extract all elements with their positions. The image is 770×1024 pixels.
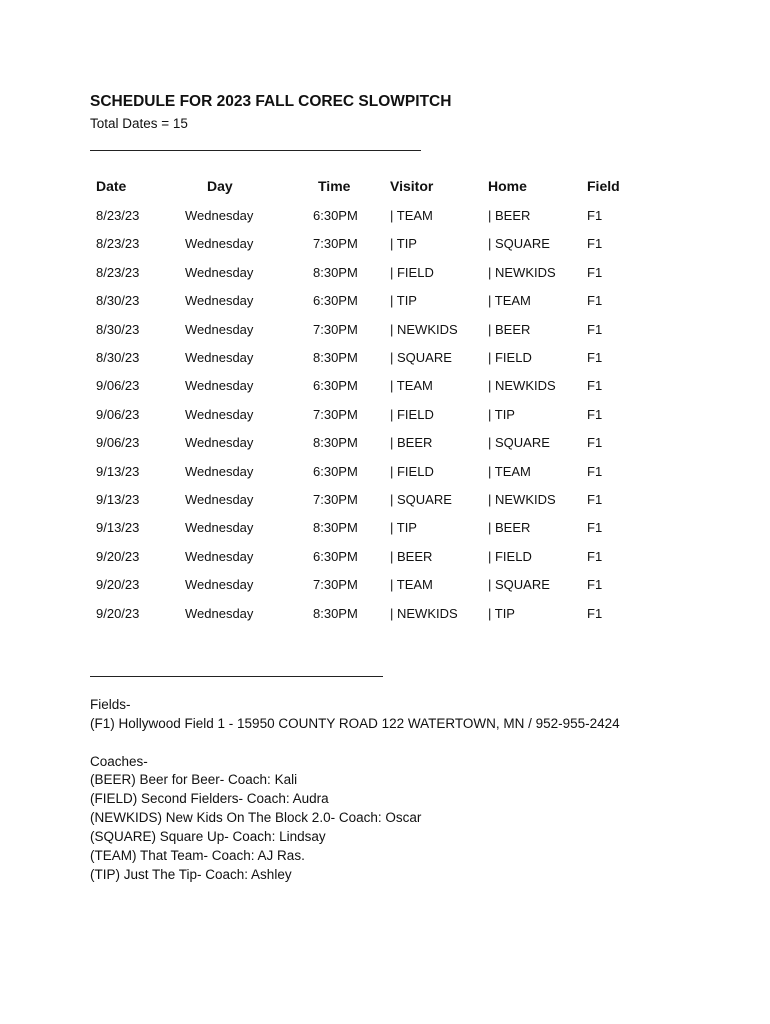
cell-day: Wednesday bbox=[185, 463, 254, 479]
cell-day: Wednesday bbox=[185, 350, 254, 365]
header-field: Field bbox=[587, 178, 620, 194]
header-day: Day bbox=[207, 178, 233, 194]
coach-entry: (SQUARE) Square Up- Coach: Lindsay bbox=[90, 828, 326, 844]
coaches-heading: Coaches- bbox=[90, 754, 148, 769]
cell-date: 9/13/23 bbox=[96, 520, 140, 536]
cell-day: Wednesday bbox=[185, 406, 254, 422]
cell-home: | NEWKIDS bbox=[488, 264, 556, 280]
cell-field: F1 bbox=[587, 350, 603, 365]
cell-date: 8/30/23 bbox=[96, 350, 140, 365]
table-row bbox=[0, 520, 770, 540]
cell-field: F1 bbox=[587, 577, 603, 593]
table-row bbox=[0, 435, 770, 455]
cell-date: 9/06/23 bbox=[96, 406, 140, 422]
coach-entry: (FIELD) Second Fielders- Coach: Audra bbox=[90, 790, 329, 806]
cell-time: 6:30PM bbox=[313, 293, 358, 309]
cell-visitor: | TEAM bbox=[390, 577, 433, 593]
cell-time: 8:30PM bbox=[313, 520, 358, 536]
table-row bbox=[0, 322, 770, 342]
cell-home: | TEAM bbox=[488, 463, 531, 479]
cell-visitor: | TIP bbox=[390, 236, 417, 252]
coach-entry: (TEAM) That Team- Coach: AJ Ras. bbox=[90, 847, 305, 863]
cell-day: Wednesday bbox=[185, 264, 254, 280]
cell-day: Wednesday bbox=[185, 208, 254, 223]
cell-visitor: | FIELD bbox=[390, 406, 434, 422]
cell-date: 8/23/23 bbox=[96, 208, 140, 223]
header-time: Time bbox=[318, 178, 351, 194]
cell-date: 8/30/23 bbox=[96, 293, 140, 309]
table-row bbox=[0, 293, 770, 313]
document-title: SCHEDULE FOR 2023 FALL COREC SLOWPITCH bbox=[90, 93, 452, 110]
cell-time: 7:30PM bbox=[313, 577, 358, 593]
cell-field: F1 bbox=[587, 520, 603, 536]
table-row bbox=[0, 350, 770, 370]
cell-time: 6:30PM bbox=[313, 208, 358, 223]
cell-date: 9/20/23 bbox=[96, 548, 140, 564]
cell-time: 8:30PM bbox=[313, 435, 358, 451]
table-row bbox=[0, 577, 770, 597]
coach-entry: (TIP) Just The Tip- Coach: Ashley bbox=[90, 866, 292, 882]
cell-visitor: | TIP bbox=[390, 293, 417, 309]
cell-day: Wednesday bbox=[185, 321, 254, 337]
cell-time: 6:30PM bbox=[313, 378, 358, 394]
cell-home: | BEER bbox=[488, 520, 531, 536]
coach-entry: (BEER) Beer for Beer- Coach: Kali bbox=[90, 772, 298, 787]
cell-visitor: | SQUARE bbox=[390, 492, 452, 507]
cell-visitor: | TEAM bbox=[390, 378, 433, 394]
cell-day: Wednesday bbox=[185, 293, 254, 309]
cell-date: 9/13/23 bbox=[96, 463, 140, 479]
cell-visitor: | BEER bbox=[390, 548, 433, 564]
cell-home: | TEAM bbox=[488, 293, 531, 309]
cell-date: 9/06/23 bbox=[96, 378, 140, 394]
cell-visitor: | FIELD bbox=[390, 264, 434, 280]
cell-day: Wednesday bbox=[185, 378, 254, 394]
cell-date: 9/20/23 bbox=[96, 577, 140, 593]
cell-day: Wednesday bbox=[185, 435, 254, 451]
cell-home: | FIELD bbox=[488, 548, 532, 564]
cell-home: | SQUARE bbox=[488, 435, 550, 451]
table-row bbox=[0, 606, 770, 626]
cell-home: | NEWKIDS bbox=[488, 378, 556, 394]
cell-field: F1 bbox=[587, 321, 603, 337]
cell-date: 9/06/23 bbox=[96, 435, 140, 451]
table-row bbox=[0, 265, 770, 285]
cell-time: 7:30PM bbox=[313, 492, 358, 507]
cell-home: | FIELD bbox=[488, 350, 532, 365]
cell-date: 8/23/23 bbox=[96, 264, 140, 280]
cell-visitor: | NEWKIDS bbox=[390, 321, 458, 337]
header-visitor: Visitor bbox=[390, 178, 434, 194]
cell-field: F1 bbox=[587, 236, 603, 252]
header-home: Home bbox=[488, 178, 527, 194]
cell-home: | NEWKIDS bbox=[488, 492, 556, 507]
table-row bbox=[0, 407, 770, 427]
cell-home: | BEER bbox=[488, 321, 531, 337]
cell-field: F1 bbox=[587, 208, 603, 223]
cell-field: F1 bbox=[587, 605, 603, 621]
cell-day: Wednesday bbox=[185, 492, 254, 507]
cell-field: F1 bbox=[587, 293, 603, 309]
table-row bbox=[0, 208, 770, 228]
bottom-divider bbox=[90, 676, 383, 677]
table-row bbox=[0, 492, 770, 512]
header-date: Date bbox=[96, 178, 127, 194]
cell-date: 8/23/23 bbox=[96, 236, 140, 252]
cell-home: | TIP bbox=[488, 605, 515, 621]
coach-entry: (NEWKIDS) New Kids On The Block 2.0- Coach: Oscar bbox=[90, 809, 422, 825]
cell-date: 9/13/23 bbox=[96, 492, 140, 507]
cell-visitor: | TEAM bbox=[390, 208, 433, 223]
cell-visitor: | BEER bbox=[390, 435, 433, 451]
cell-day: Wednesday bbox=[185, 520, 254, 536]
cell-field: F1 bbox=[587, 406, 603, 422]
total-dates: Total Dates = 15 bbox=[90, 116, 188, 131]
cell-field: F1 bbox=[587, 463, 603, 479]
fields-heading: Fields- bbox=[90, 697, 131, 712]
cell-home: | SQUARE bbox=[488, 577, 550, 593]
cell-visitor: | NEWKIDS bbox=[390, 605, 458, 621]
cell-home: | SQUARE bbox=[488, 236, 550, 252]
cell-date: 8/30/23 bbox=[96, 321, 140, 337]
cell-date: 9/20/23 bbox=[96, 605, 140, 621]
cell-visitor: | FIELD bbox=[390, 463, 434, 479]
cell-time: 7:30PM bbox=[313, 321, 358, 337]
cell-time: 8:30PM bbox=[313, 350, 358, 365]
cell-time: 8:30PM bbox=[313, 264, 358, 280]
table-row bbox=[0, 236, 770, 256]
cell-home: | TIP bbox=[488, 406, 515, 422]
table-row bbox=[0, 378, 770, 398]
cell-day: Wednesday bbox=[185, 605, 254, 621]
cell-time: 8:30PM bbox=[313, 605, 358, 621]
cell-day: Wednesday bbox=[185, 577, 254, 593]
cell-visitor: | SQUARE bbox=[390, 350, 452, 365]
cell-time: 6:30PM bbox=[313, 548, 358, 564]
cell-day: Wednesday bbox=[185, 236, 254, 252]
cell-home: | BEER bbox=[488, 208, 531, 223]
table-row bbox=[0, 464, 770, 484]
cell-day: Wednesday bbox=[185, 548, 254, 564]
table-row bbox=[0, 549, 770, 569]
cell-time: 7:30PM bbox=[313, 236, 358, 252]
cell-field: F1 bbox=[587, 492, 603, 507]
cell-field: F1 bbox=[587, 548, 603, 564]
cell-field: F1 bbox=[587, 435, 603, 451]
cell-time: 6:30PM bbox=[313, 463, 358, 479]
field-entry: (F1) Hollywood Field 1 - 15950 COUNTY ROAD 122 WATERTOWN, MN / 952-955-2424 bbox=[90, 716, 620, 731]
cell-field: F1 bbox=[587, 378, 603, 394]
top-divider bbox=[90, 150, 421, 151]
cell-time: 7:30PM bbox=[313, 406, 358, 422]
cell-visitor: | TIP bbox=[390, 520, 417, 536]
cell-field: F1 bbox=[587, 264, 603, 280]
